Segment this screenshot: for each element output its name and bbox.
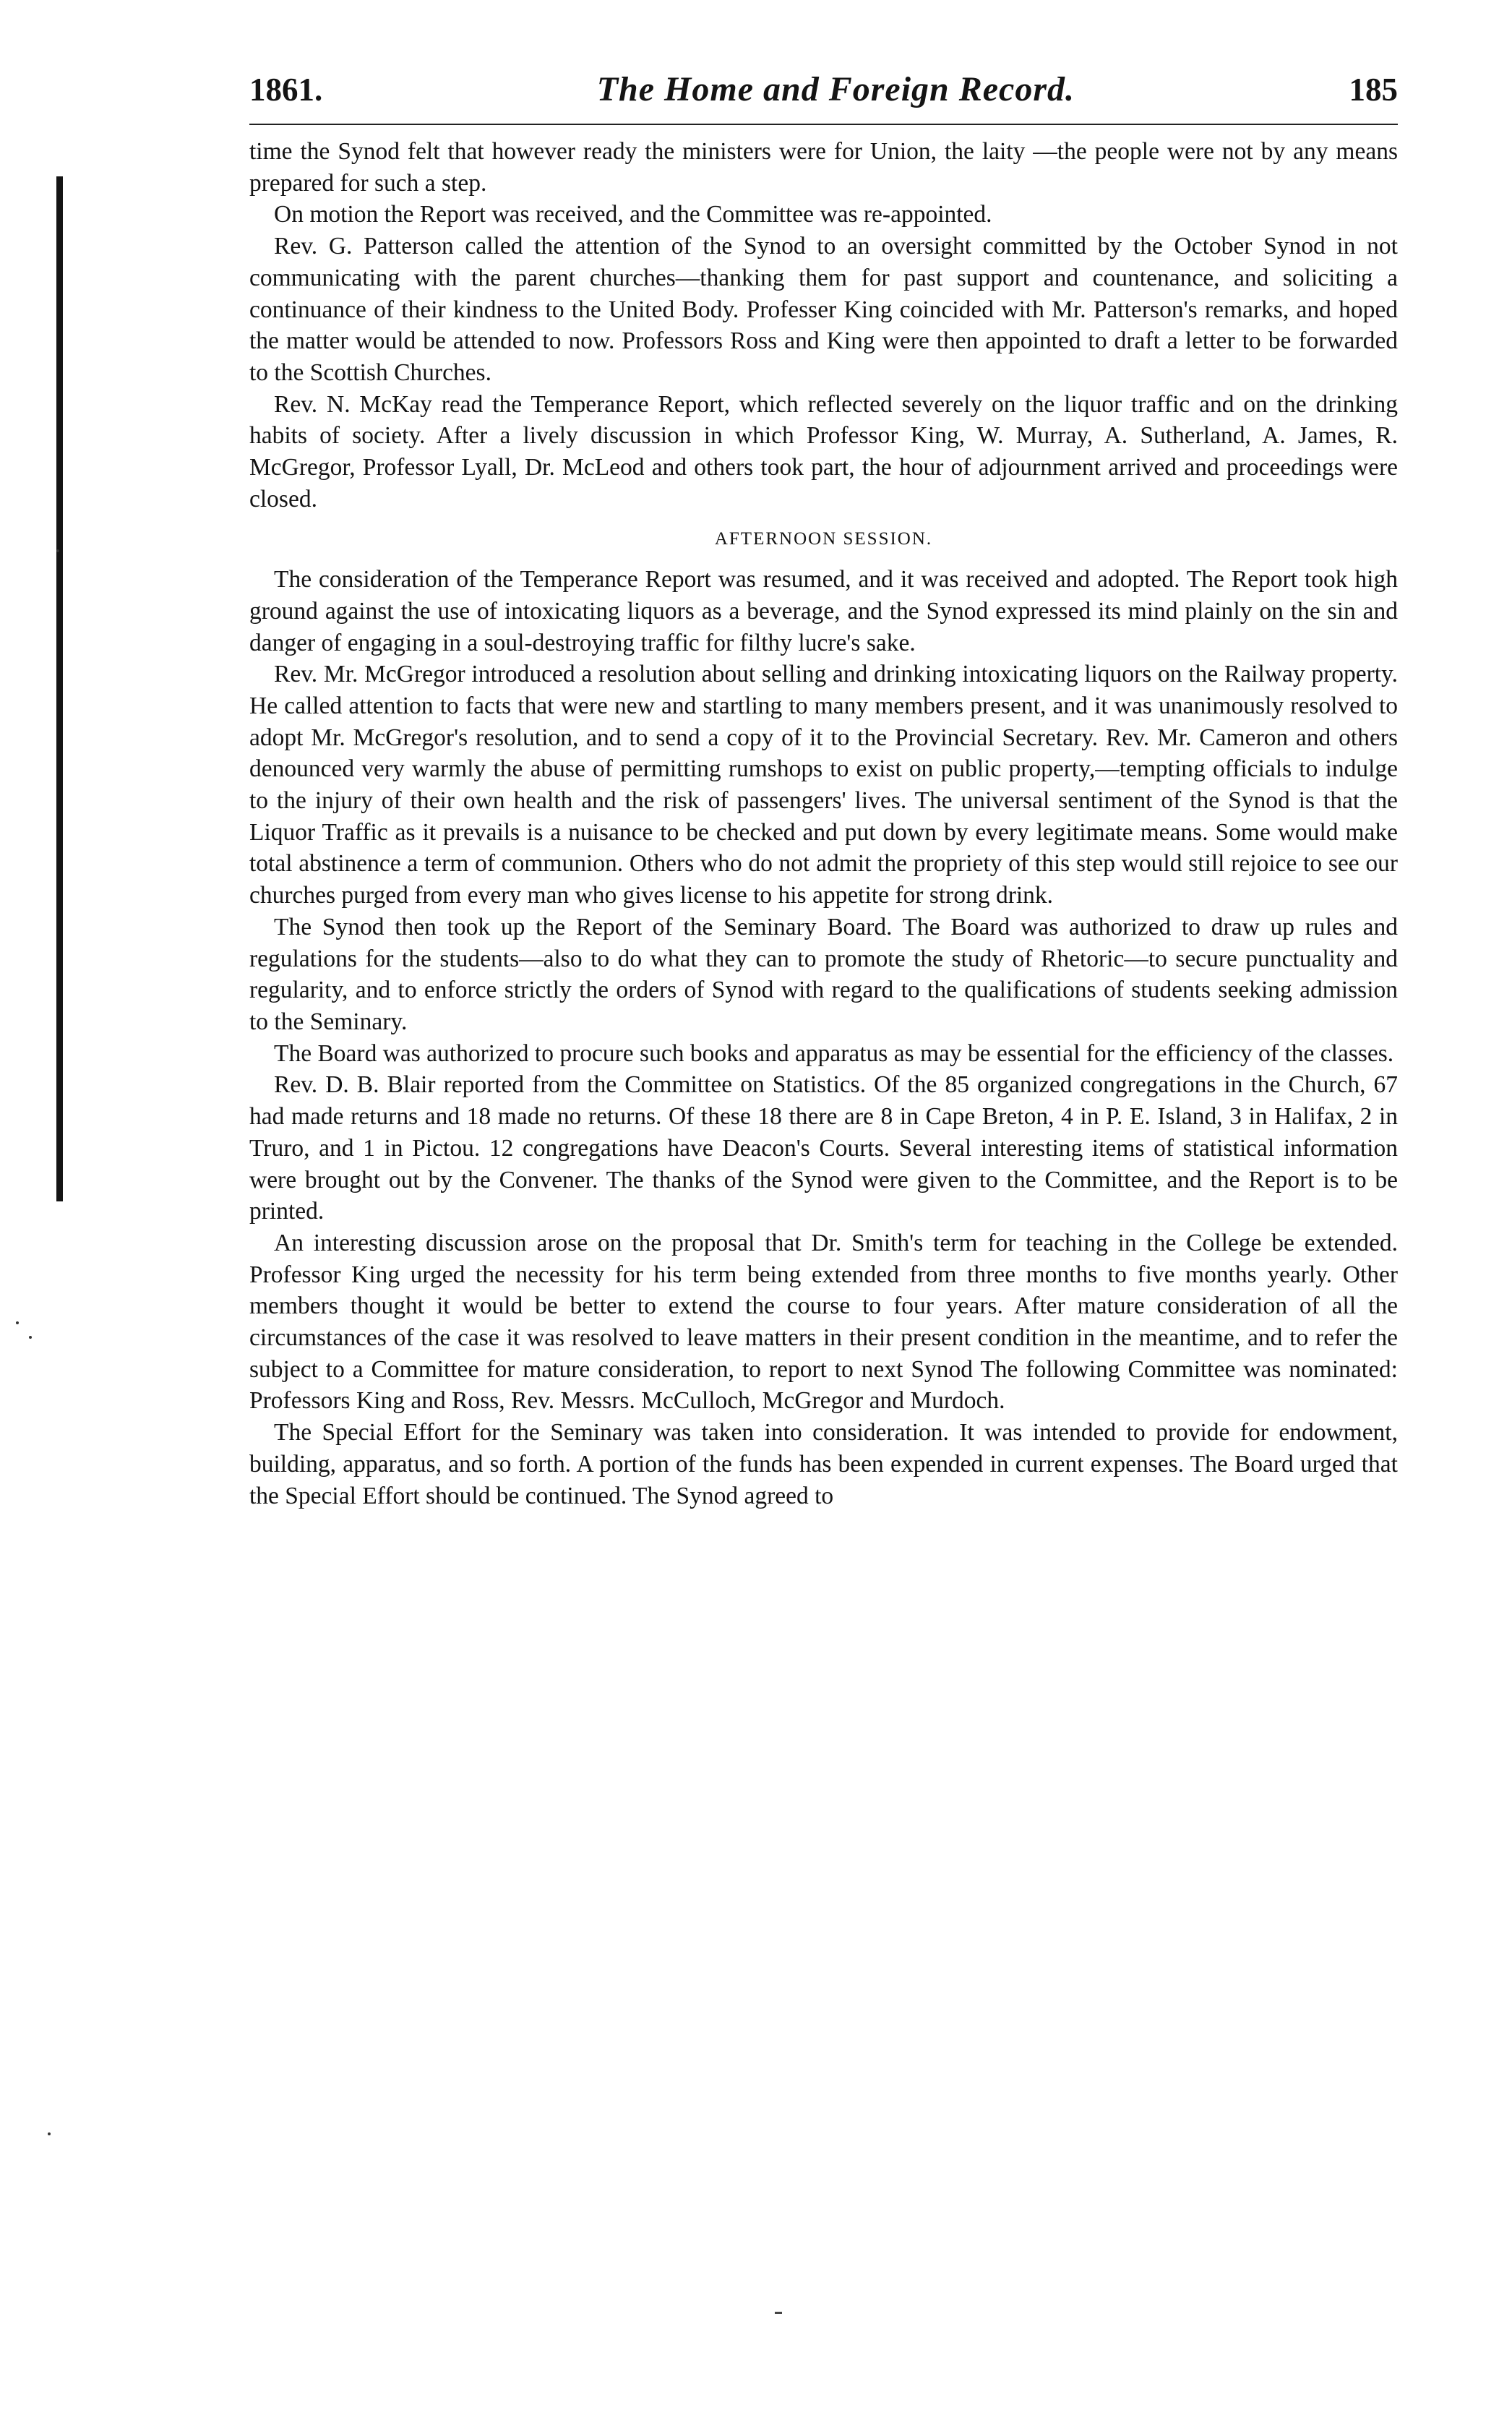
paragraph: The Special Effort for the Seminary was taken into consideration. It was intended to provide for endowment, building, apparatus, and so forth. A portion of the funds has been expended in current expenses. The Board urged that the Special Effort should be continued. The Synod agreed to — [249, 1419, 1398, 1509]
paragraph: The Synod then took up the Report of the Seminary Board. The Board was authorized to draw up rules and regulations for the students—also to do what they can to promote the study of Rhetoric—to secure punctuality and regularity, and to enforce strictly the orders of Synod with regard to the qualifications of students seeking admission to the Seminary. — [249, 913, 1398, 1035]
paragraph: time the Synod felt that however ready the ministers were for Union, the laity —the people were not by any means prepared for such a step. — [249, 138, 1398, 197]
paragraph: Rev. G. Patterson called the attention of the Synod to an oversight committed by the October Synod in not communicating with the parent churches—thanking them for past support and countenance, and soliciting a continuance of their kindness to the United Body. Professer King coincided with Mr. Patterson's remarks, and hoped the matter would be attended to now. Professors Ross and King were then appointed to draft a letter to be forwarded to the Scottish Churches. — [249, 233, 1398, 386]
article-body — [249, 136, 1398, 1512]
margin-speck — [48, 2132, 51, 2135]
margin-speck — [29, 1336, 32, 1339]
margin-rule — [56, 176, 63, 1201]
header-rule — [249, 124, 1398, 125]
paragraph: The consideration of the Temperance Report was resumed, and it was received and adopted. The Report took high ground against the use of intoxicating liquors as a beverage, and the Synod expressed its mind plainly on the sin and danger of engaging in a soul-destroying traffic for filthy lucre's sake. — [249, 566, 1398, 656]
margin-speck — [16, 1321, 19, 1324]
paragraph: On motion the Report was received, and the Committee was re-appointed. — [274, 201, 992, 228]
margin-speck — [56, 549, 59, 552]
paragraph: An interesting discussion arose on the proposal that Dr. Smith's term for teaching in the College be extended. Professor King urged the necessity for his term being extended from three months to five months yearly. Other members thought it would be better to extend the course to four years. After mature consideration of all the circumstances of the case it was resolved to leave matters in their present condition in the meantime, and to refer the subject to a Committee for mature consideration, to report to next Synod The following Committee was nominated: Professors King and Ross, Rev. Messrs. McCulloch, McGregor and Murdoch. — [249, 1229, 1398, 1415]
running-header — [249, 69, 1398, 116]
paragraph: Rev. Mr. McGregor introduced a resolution about selling and drinking intoxicating liquors on the Railway property. He called attention to facts that were new and startling to many members present, and it was unanimously resolved to adopt Mr. McGregor's resolution, and to send a copy of it to the Provincial Secretary. Rev. Mr. Cameron and others denounced very warmly the abuse of permitting rumshops to exist on public property,—tempting officials to indulge to the injury of their own health and the risk of passengers' lives. The universal sentiment of the Synod is that the Liquor Traffic as it prevails is a nuisance to be checked and put down by every legitimate means. Some would make total abstinence a term of communion. Others who do not admit the propriety of this step would still rejoice to see our churches purged from every man who gives license to his appetite for strong drink. — [249, 661, 1398, 909]
section-heading: AFTERNOON SESSION. — [714, 529, 933, 549]
paragraph: Rev. N. McKay read the Temperance Report, which reflected severely on the liquor traffic and on the drinking habits of society. After a lively discussion in which Professor King, W. Murray, A. Sutherland, A. James, R. McGregor, Professor Lyall, Dr. McLeod and others took part, the hour of adjournment arrived and proceedings were closed. — [249, 390, 1398, 513]
paragraph: The Board was authorized to procure such books and apparatus as may be essential for the efficiency of the classes. — [274, 1039, 1394, 1067]
journal-title: The Home and Foreign Record. — [596, 70, 1075, 108]
paragraph: Rev. D. B. Blair reported from the Committee on Statistics. Of the 85 organized congregations in the Church, 67 had made returns and 18 made no returns. Of these 18 there are 8 in Cape Breton, 4 in P. E. Island, 3 in Halifax, 2 in Truro, and 1 in Pictou. 12 congregations have Deacon's Courts. Several interesting items of statistical information were brought out by the Convener. The thanks of the Synod were given to the Committee, and the Report is to be printed. — [249, 1071, 1398, 1225]
page-number: 185 — [1349, 72, 1398, 108]
footer-mark — [775, 2312, 782, 2314]
year: 1861. — [249, 72, 323, 108]
